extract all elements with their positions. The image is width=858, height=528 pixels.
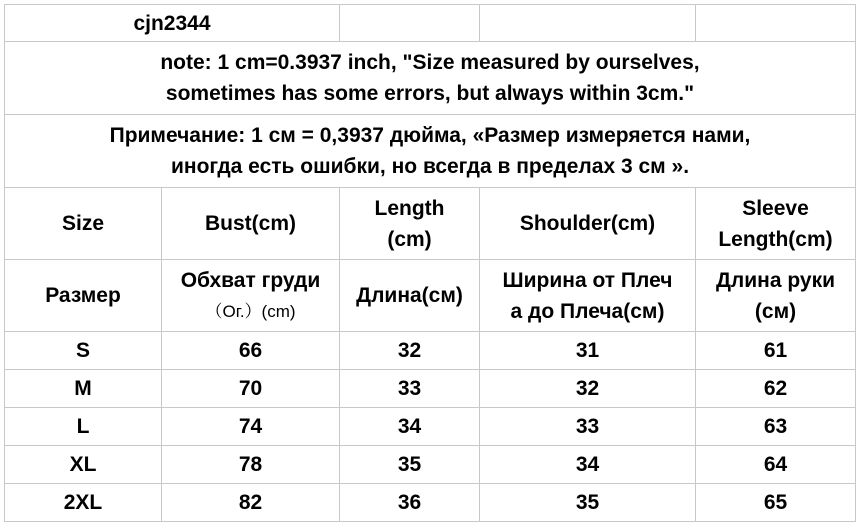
header-ru-length: Длина(см)	[340, 260, 480, 332]
cell-bust: 82	[162, 484, 340, 522]
header-sleeve-line-1: Sleeve	[742, 196, 809, 220]
cell-sleeve: 64	[696, 446, 856, 484]
note-russian-line-1: Примечание: 1 см = 0,3937 дюйма, «Размер измеряется нами,	[109, 124, 751, 147]
table-row	[5, 408, 856, 446]
header-ru-sleeve-line-1: Длина руки	[715, 268, 836, 292]
cell-length: 33	[340, 370, 480, 408]
header-ru-bust-line-1: Обхват груди	[180, 268, 321, 292]
note-english	[5, 42, 856, 115]
header-ru-sleeve	[696, 260, 856, 332]
header-ru-bust	[162, 260, 340, 332]
cell-bust: 78	[162, 446, 340, 484]
header-russian-row	[5, 260, 856, 332]
cell-length: 34	[340, 408, 480, 446]
product-code: cjn2344	[5, 5, 340, 42]
cell-shoulder: 34	[480, 446, 696, 484]
cell-shoulder: 31	[480, 332, 696, 370]
table-row	[5, 446, 856, 484]
note-english-row	[5, 42, 856, 115]
header-bust: Bust(cm)	[162, 188, 340, 260]
cell-size: M	[5, 370, 162, 408]
header-shoulder: Shoulder(cm)	[480, 188, 696, 260]
note-english-line-2: sometimes has some errors, but always within 3cm."	[165, 82, 695, 105]
cell-shoulder: 33	[480, 408, 696, 446]
cell-bust: 70	[162, 370, 340, 408]
cell-length: 35	[340, 446, 480, 484]
title-row	[5, 5, 856, 42]
note-russian	[5, 115, 856, 188]
cell-sleeve: 65	[696, 484, 856, 522]
header-english-row	[5, 188, 856, 260]
cell-size: S	[5, 332, 162, 370]
header-length-line-2: (cm)	[387, 227, 432, 251]
note-english-line-1: note: 1 cm=0.3937 inch, "Size measured by ourselves,	[160, 51, 700, 74]
header-ru-shoulder-line-2: а до Плеча(см)	[510, 299, 665, 323]
cell-length: 32	[340, 332, 480, 370]
cell-sleeve: 63	[696, 408, 856, 446]
cell-size: 2XL	[5, 484, 162, 522]
cell-bust: 66	[162, 332, 340, 370]
header-length	[340, 188, 480, 260]
header-length-line-1: Length	[374, 196, 445, 220]
cell-shoulder: 35	[480, 484, 696, 522]
empty-cell	[696, 5, 856, 42]
note-russian-line-2: иногда есть ошибки, но всегда в пределах 3 см ».	[170, 155, 690, 178]
cell-size: XL	[5, 446, 162, 484]
empty-cell	[480, 5, 696, 42]
header-ru-size: Размер	[5, 260, 162, 332]
note-russian-row	[5, 115, 856, 188]
cell-sleeve: 61	[696, 332, 856, 370]
header-sleeve	[696, 188, 856, 260]
table-row	[5, 484, 856, 522]
cell-sleeve: 62	[696, 370, 856, 408]
table-row	[5, 332, 856, 370]
size-chart-table	[4, 4, 856, 522]
table-row	[5, 370, 856, 408]
header-ru-shoulder-line-1: Ширина от Плеч	[502, 268, 673, 292]
empty-cell	[340, 5, 480, 42]
header-ru-shoulder	[480, 260, 696, 332]
cell-length: 36	[340, 484, 480, 522]
header-ru-bust-line-2: （Ог.）(cm)	[205, 301, 296, 321]
header-ru-sleeve-line-2: (см)	[754, 299, 797, 323]
header-size: Size	[5, 188, 162, 260]
cell-shoulder: 32	[480, 370, 696, 408]
cell-bust: 74	[162, 408, 340, 446]
header-sleeve-line-2: Length(cm)	[718, 227, 833, 251]
cell-size: L	[5, 408, 162, 446]
